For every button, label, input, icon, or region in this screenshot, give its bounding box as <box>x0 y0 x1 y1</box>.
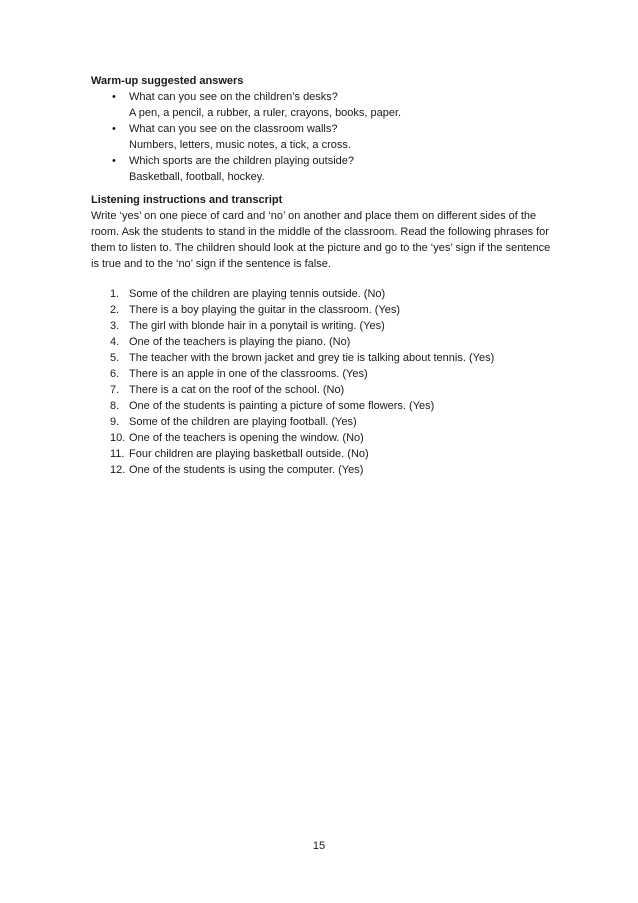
warmup-answer: Basketball, football, hockey. <box>129 171 265 183</box>
transcript-item <box>91 302 551 318</box>
warmup-item <box>91 153 551 185</box>
bullet-icon: • <box>112 123 116 135</box>
transcript-item <box>91 318 551 334</box>
transcript-item-number: 3. <box>110 320 120 332</box>
transcript-item-number: 9. <box>110 416 120 428</box>
warmup-heading: Warm-up suggested answers <box>91 75 244 87</box>
listening-section <box>91 192 551 478</box>
transcript-item-number: 12. <box>110 464 126 476</box>
transcript-item-text: There is an apple in one of the classrooms. (Yes) <box>129 368 368 380</box>
transcript-item-text: There is a cat on the roof of the school. (No) <box>129 384 345 396</box>
transcript-item <box>91 382 551 398</box>
transcript-item <box>91 334 551 350</box>
page-content <box>91 73 551 478</box>
transcript-list <box>91 286 551 478</box>
warmup-answer: A pen, a pencil, a rubber, a ruler, crayons, books, paper. <box>129 107 402 119</box>
bullet-icon: • <box>112 91 116 103</box>
transcript-item <box>91 462 551 478</box>
transcript-item-text: Some of the children are playing football. (Yes) <box>129 416 357 428</box>
transcript-item-text: Some of the children are playing tennis outside. (No) <box>129 288 386 300</box>
transcript-item-text: One of the teachers is opening the window. (No) <box>129 432 364 444</box>
warmup-question: What can you see on the classroom walls? <box>129 123 338 135</box>
transcript-item-text: One of the students is painting a picture of some flowers. (Yes) <box>129 400 435 412</box>
warmup-item <box>91 121 551 153</box>
transcript-item-text: One of the students is using the computer. (Yes) <box>129 464 364 476</box>
transcript-item-number: 8. <box>110 400 120 412</box>
page-number: 15 <box>312 840 326 852</box>
transcript-item-text: There is a boy playing the guitar in the classroom. (Yes) <box>129 304 401 316</box>
warmup-answer: Numbers, letters, music notes, a tick, a cross. <box>129 139 351 151</box>
transcript-item <box>91 414 551 430</box>
transcript-item-number: 6. <box>110 368 120 380</box>
transcript-item-number: 4. <box>110 336 120 348</box>
listening-instructions: Write ‘yes’ on one piece of card and ‘no’ on another and place them on different sides of the room. Ask the students to stand in the middle of the classroom. Read the following phrases for them to listen to. The children should look at the picture and go to the ‘yes’ sign if the sentence is true and to the ‘no’ sign if the sentence is false. <box>91 210 551 270</box>
warmup-item <box>91 89 551 121</box>
warmup-list <box>91 89 551 185</box>
transcript-item <box>91 446 551 462</box>
warmup-question: Which sports are the children playing outside? <box>129 155 355 167</box>
transcript-item <box>91 366 551 382</box>
transcript-item-number: 11. <box>110 448 125 460</box>
transcript-item <box>91 430 551 446</box>
transcript-item-number: 10. <box>110 432 126 444</box>
transcript-item-text: Four children are playing basketball outside. (No) <box>129 448 369 460</box>
transcript-item-number: 7. <box>110 384 120 396</box>
transcript-item <box>91 286 551 302</box>
transcript-item-number: 1. <box>110 288 120 300</box>
transcript-item-number: 2. <box>110 304 120 316</box>
listening-heading: Listening instructions and transcript <box>91 194 283 206</box>
transcript-item <box>91 398 551 414</box>
bullet-icon: • <box>112 155 116 167</box>
transcript-item-number: 5. <box>110 352 120 364</box>
transcript-item-text: The girl with blonde hair in a ponytail is writing. (Yes) <box>129 320 385 332</box>
transcript-item <box>91 350 551 366</box>
warmup-question: What can you see on the children’s desks? <box>129 91 338 103</box>
transcript-item-text: The teacher with the brown jacket and grey tie is talking about tennis. (Yes) <box>129 352 495 364</box>
transcript-item-text: One of the teachers is playing the piano. (No) <box>129 336 351 348</box>
